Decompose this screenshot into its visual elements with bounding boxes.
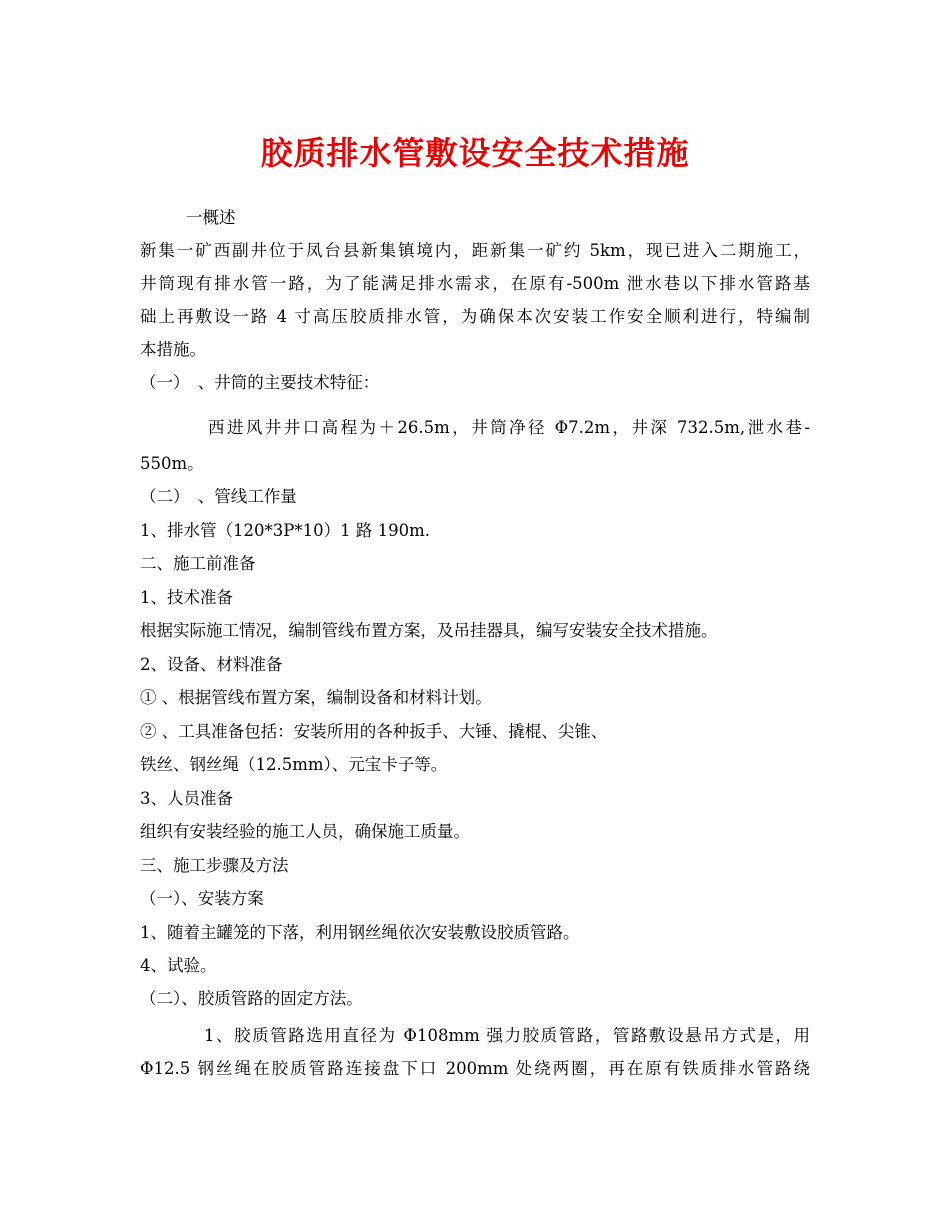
paragraph-line: 本措施。 bbox=[140, 340, 206, 359]
list-item: ① 、根据管线布置方案，编制设备和材料计划。 bbox=[140, 688, 492, 707]
paragraph-line: 根据实际施工情况，编制管线布置方案，及吊挂器具，编写安装安全技术措施。 bbox=[140, 621, 718, 640]
section-heading: 三、施工步骤及方法 bbox=[140, 856, 289, 875]
subsection-heading: （二）、胶质管路的固定方法。 bbox=[140, 989, 363, 1008]
paragraph-line: 础上再敷设一路 4 寸高压胶质排水管，为确保本次安装工作安全顺利进行，特编制 bbox=[140, 307, 810, 326]
paragraph-line: Φ12.5 钢丝绳在胶质管路连接盘下口 200mm 处绕两圈，再在原有铁质排水管路绕 bbox=[140, 1059, 810, 1078]
paragraph-line: 组织有安装经验的施工人员，确保施工质量。 bbox=[140, 822, 470, 841]
paragraph-line: 井筒现有排水管一路，为了能满足排水需求，在原有-500m 泄水巷以下排水管路基 bbox=[140, 274, 810, 293]
document-title: 胶质排水管敷设安全技术措施 bbox=[260, 134, 690, 172]
list-item: 2、设备、材料准备 bbox=[140, 655, 283, 674]
list-item: ② 、工具准备包括：安装所用的各种扳手、大锤、撬棍、尖锥、 bbox=[140, 722, 608, 741]
paragraph-line: 铁丝、钢丝绳（12.5mm）、元宝卡子等。 bbox=[140, 755, 448, 774]
section-overview-heading: 一概述 bbox=[186, 208, 236, 227]
list-item: 1、随着主罐笼的下落，利用钢丝绳依次安装敷设胶质管路。 bbox=[140, 923, 580, 942]
list-item: 1、排水管（120*3P*10）1 路 190m. bbox=[140, 521, 430, 540]
section-heading: 二、施工前准备 bbox=[140, 554, 256, 573]
paragraph-line: 新集一矿西副井位于凤台县新集镇境内，距新集一矿约 5km，现已进入二期施工， bbox=[140, 241, 810, 260]
subsection-heading: （二） 、管线工作量 bbox=[140, 487, 297, 506]
subsection-heading: （一）、安装方案 bbox=[140, 889, 264, 908]
list-item: 3、人员准备 bbox=[140, 789, 233, 808]
subsection-heading: （一） 、井筒的主要技术特征： bbox=[140, 373, 380, 392]
paragraph-line: 1、胶质管路选用直径为 Φ108mm 强力胶质管路，管路敷设悬吊方式是，用 bbox=[204, 1026, 810, 1045]
list-item: 1、技术准备 bbox=[140, 588, 233, 607]
list-item: 4、试验。 bbox=[140, 956, 217, 975]
paragraph-line: 550m。 bbox=[140, 454, 204, 473]
paragraph-line: 西进风井井口高程为＋26.5m，井筒净径 Φ7.2m，井深 732.5m,泄水巷- bbox=[208, 418, 810, 437]
